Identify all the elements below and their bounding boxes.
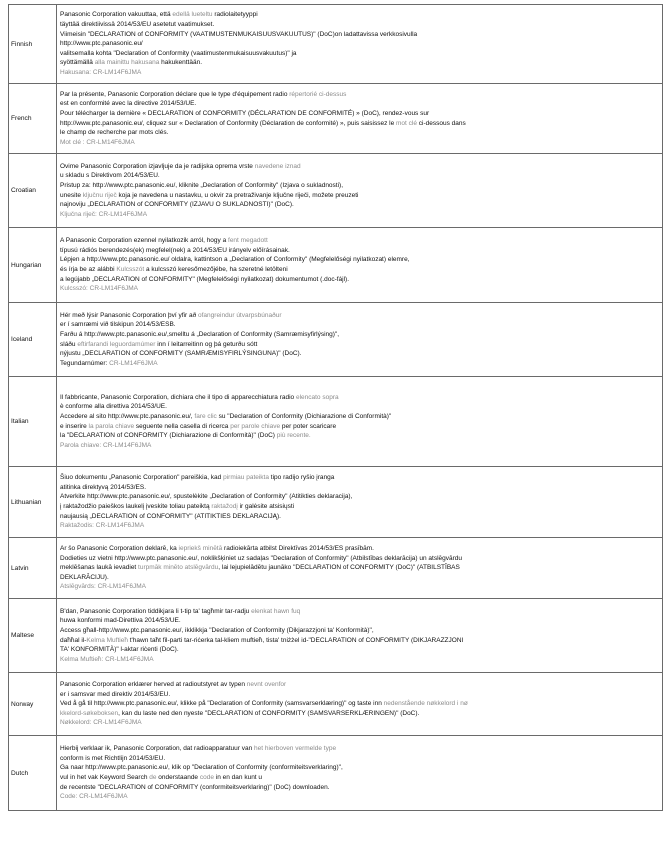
text-segment: inn í leitarreitinn og þá geturðu sótt xyxy=(155,340,258,348)
text-segment: radiolaitetyyppi xyxy=(212,11,258,19)
text-segment: sláðu xyxy=(60,340,78,348)
declaration-line xyxy=(60,210,659,220)
language-label: Maltese xyxy=(9,599,57,673)
highlighted-text: Hakusana: CR-LM14F6JMA xyxy=(60,68,142,76)
highlighted-text: ključnu riječ xyxy=(82,191,117,199)
declaration-line xyxy=(60,744,659,754)
declaration-line xyxy=(60,573,659,583)
text-segment: naujausią „DECLARATION of CONFORMITY" (ATITIKTIES DEKLARACIJĄ). xyxy=(60,512,281,520)
declaration-line xyxy=(60,162,659,172)
text-segment: Viimeisin "DECLARATION of CONFORMITY (VAATIMUSTENMUKAISUUSVAKUUTUS)" (DoC)on ladattavissa verkkosivulla xyxy=(60,30,418,38)
declaration-line xyxy=(60,340,659,350)
text-segment: į raktažodžio paieškos laukelį įveskite toliau pateiktą xyxy=(60,503,212,510)
text-segment: Ga naar http://www.ptc.panasonic.eu/, klik op "Declaration of Conformity (conformiteitsverklaring)", xyxy=(60,764,343,772)
highlighted-text: code xyxy=(199,774,214,781)
highlighted-text: Kulcsszó: CR-LM14F6JMA xyxy=(60,285,139,293)
declaration-line xyxy=(60,607,659,617)
declaration-line xyxy=(60,191,659,201)
text-segment: vul in het vak Keyword Search xyxy=(60,774,150,781)
declaration-text xyxy=(57,467,663,538)
declaration-text xyxy=(57,673,663,736)
text-segment: Access għall-http://www.ptc.panasonic.eu/, ikklikkja "Declaration of Conformity (Dikjarazzjoni ta' Konformità)", xyxy=(60,626,374,634)
declaration-text xyxy=(57,377,663,467)
text-segment: Lépjen a http://www.ptc.panasonic.eu/ oldalra, kattintson a „Declaration of Conformity" (Megfelelőségi nyilatkozat) elemre, xyxy=(60,256,410,264)
declaration-line xyxy=(60,265,659,275)
highlighted-text: nevnt ovenfor xyxy=(246,681,287,689)
declaration-line xyxy=(60,90,659,100)
highlighted-text: ofangreindur útvarpsbúnaður xyxy=(198,311,282,319)
declaration-line xyxy=(60,645,659,655)
declaration-line xyxy=(60,58,659,68)
declaration-line xyxy=(60,284,659,294)
declaration-line xyxy=(60,544,659,554)
highlighted-text: elenkat hawn fuq xyxy=(251,607,301,615)
declaration-line xyxy=(60,563,659,573)
language-row xyxy=(9,599,663,673)
text-segment: Tegundarnúmer: xyxy=(60,359,110,367)
declaration-line xyxy=(60,792,659,802)
highlighted-text: Nøkkelord: CR-LM14F6JMA xyxy=(60,719,142,727)
text-segment: A Panasonic Corporation ezennel nyilatkozik arról, hogy a xyxy=(60,237,229,245)
language-label: Croatian xyxy=(9,154,57,228)
text-segment: TA' KONFORMITÀ)" l-aktar riċenti (DoC). xyxy=(60,646,179,654)
text-segment: er i samsvar med direktiv 2014/53/EU. xyxy=(60,690,171,698)
text-segment: Atverkite http://www.ptc.panasonic.eu/, spustelėkite „Declaration of Conformity" (Atitikties deklaracija), xyxy=(60,493,353,501)
text-segment: Hierbij verklaar ik, Panasonic Corporation, dat radioapparatuur van xyxy=(60,745,255,753)
highlighted-text: fare clic xyxy=(194,412,217,420)
text-segment: B'dan, Panasonic Corporation tiddikjara li t-tip ta' tagħmir tar-radju xyxy=(60,607,252,615)
declaration-line xyxy=(60,349,659,359)
highlighted-text: CR-LM14F6JMA xyxy=(109,359,158,367)
text-segment: t'hawn taħt fil-parti tar-riċerka tal-kliem muftieħ, tista' tniżżel id-"DECLARATION of CONFORMITY (DIKJARAZZJONI xyxy=(127,636,464,644)
text-segment: per poter scaricare xyxy=(280,422,337,430)
text-segment: Panasonic Corporation erklærer herved at radioutstyret av typen xyxy=(60,681,247,689)
text-segment: a kulcsszó keresőmezőjébe, ha szeretné letölteni xyxy=(144,266,288,273)
language-row xyxy=(9,673,663,736)
declaration-line xyxy=(60,521,659,531)
declaration-line xyxy=(60,422,659,432)
highlighted-text: mot clé xyxy=(396,119,417,127)
language-label: Latvin xyxy=(9,538,57,599)
text-segment: Šiuo dokumentu „Panasonic Corporation" pareiškia, kad xyxy=(60,474,224,482)
declaration-line xyxy=(60,275,659,285)
highlighted-text: Kelma Muftieħ xyxy=(86,636,128,644)
declaration-line xyxy=(60,171,659,181)
highlighted-text: de xyxy=(149,774,157,781)
declaration-line xyxy=(60,320,659,330)
declaration-line xyxy=(60,99,659,109)
declaration-line xyxy=(60,512,659,522)
declaration-line xyxy=(60,359,659,369)
declaration-line xyxy=(60,68,659,78)
text-segment: syöttämällä xyxy=(60,59,95,67)
text-segment: è conforme alla direttiva 2014/53/UE. xyxy=(60,403,167,411)
declaration-text xyxy=(57,303,663,377)
text-segment: unesite xyxy=(60,191,83,199)
text-segment: nýjustu „DECLARATION of CONFORMITY (SAMRÆMISYFIRLÝSINGUNA)" (DoC). xyxy=(60,350,302,358)
text-segment: Ved å gå til http://www.ptc.panasonic.eu/, klikke på "Declaration of Conformity (samsvarserklæring)" og taste inn xyxy=(60,700,384,708)
declaration-line xyxy=(60,49,659,59)
declaration-line xyxy=(60,236,659,246)
declaration-table-body xyxy=(9,5,663,811)
highlighted-text: Mot clé : CR-LM14F6JMA xyxy=(60,138,135,146)
language-label: Hungarian xyxy=(9,228,57,303)
text-segment: koja je navedena u nastavku, u okvir za pretraživanje ključne riječi, možete preuzeti xyxy=(116,191,359,199)
highlighted-text: più recente. xyxy=(276,432,311,440)
highlighted-text: eftirfarandi leguordamúmer xyxy=(77,340,156,348)
declaration-line xyxy=(60,441,659,451)
text-segment: täyttää direktiivissä 2014/53/EU asetetut vaatimukset. xyxy=(60,21,215,29)
language-label: French xyxy=(9,84,57,154)
highlighted-text: la parola chiave xyxy=(88,422,135,430)
highlighted-text: turpmāk minēto atslēgvārdu xyxy=(138,564,219,572)
highlighted-text: répertorié ci-dessus xyxy=(289,90,347,98)
text-segment: Hér með lýsir Panasonic Corporation því yfir að xyxy=(60,311,199,319)
declaration-text xyxy=(57,736,663,811)
language-label: Dutch xyxy=(9,736,57,811)
text-segment: http://www.ptc.panasonic.eu/ xyxy=(60,40,143,48)
text-segment: huwa konformi mad-Direttiva 2014/53/UE. xyxy=(60,617,181,625)
text-segment: hakukenttään. xyxy=(159,59,203,67)
text-segment: u skladu s Direktivom 2014/53/EU. xyxy=(60,172,160,180)
highlighted-text: per parole chiave xyxy=(230,422,281,430)
declaration-line xyxy=(60,246,659,256)
text-segment: su "Declaration of Conformity (Dichiarazione di Conformità)" xyxy=(216,412,392,420)
highlighted-text: nedenstående nøkkelord i nø xyxy=(383,700,468,708)
language-row xyxy=(9,736,663,811)
text-segment: est en conformité avec la directive 2014/53/UE. xyxy=(60,100,197,108)
highlighted-text: edellä lueteltu xyxy=(172,11,213,19)
declaration-text xyxy=(57,538,663,599)
declaration-line xyxy=(60,39,659,49)
highlighted-text: Code: CR-LM14F6JMA xyxy=(60,793,128,801)
declaration-line xyxy=(60,554,659,564)
text-segment: meklēšanas laukā ievadiet xyxy=(60,564,139,572)
declaration-line xyxy=(60,763,659,773)
language-row xyxy=(9,154,663,228)
text-segment: Accedere al sito http://www.ptc.panasonic.eu/, xyxy=(60,412,195,420)
text-segment: radioiekārta atbilst Direktīvas 2014/53/ES prasībām. xyxy=(222,545,374,553)
declaration-line xyxy=(60,138,659,148)
text-segment: Panasonic Corporation vakuuttaa, että xyxy=(60,11,173,19)
highlighted-text: Kulcsszót xyxy=(116,266,145,273)
text-segment: Pristup za: http://www.ptc.panasonic.eu/, kliknite „Declaration of Conformity" (Izjava o sukladnosti), xyxy=(60,181,344,189)
text-segment: Ar šo Panasonic Corporation deklarē, ka xyxy=(60,545,179,553)
text-segment: Par la présente, Panasonic Corporation déclare que le type d'équipement radio xyxy=(60,90,290,98)
text-segment: najnoviju „DECLARATION of CONFORMITY (IZJAVU O SUKLADNOSTI)" (DoC). xyxy=(60,201,294,209)
highlighted-text: fent megadott xyxy=(228,237,268,245)
text-segment: valitsemalla kohta "Declaration of Conformity (vaatimustenmukaisuusvakuutus)" ja xyxy=(60,49,297,57)
text-segment: , kan du laste ned den nyeste "DECLARATION of CONFORMITY (SAMSVARSERKLÆRINGEN)" (DoC). xyxy=(118,709,420,717)
text-segment: http://www.ptc.panasonic.eu/, cliquez sur « Declaration of Conformity (Déclaration de conformité) », puis saisissez le xyxy=(60,119,396,127)
declaration-text xyxy=(57,84,663,154)
declaration-line xyxy=(60,109,659,119)
declaration-line xyxy=(60,473,659,483)
highlighted-text: Atslēgvārds: CR-LM14F6JMA xyxy=(60,583,146,591)
text-segment: tipo radijo ryšio įranga xyxy=(268,474,335,482)
declaration-line xyxy=(60,783,659,793)
declaration-line xyxy=(60,330,659,340)
declaration-line xyxy=(60,680,659,690)
declaration-line xyxy=(60,655,659,665)
text-segment: atitinka direktyvą 2014/53/ES. xyxy=(60,483,146,491)
declaration-line xyxy=(60,128,659,138)
text-segment: le champ de recherche par mots clés. xyxy=(60,129,169,137)
declaration-line xyxy=(60,626,659,636)
declaration-line xyxy=(60,402,659,412)
declaration-line xyxy=(60,30,659,40)
highlighted-text: Ključna riječ: CR-LM14F6JMA xyxy=(60,210,148,218)
declaration-line xyxy=(60,502,659,512)
declaration-line xyxy=(60,718,659,728)
declaration-line xyxy=(60,10,659,20)
highlighted-text: alla mainittu hakusana xyxy=(94,59,160,67)
language-label: Iceland xyxy=(9,303,57,377)
text-segment: ir galėsite atsisiųsti xyxy=(237,503,295,510)
text-segment: Il fabbricante, Panasonic Corporation, dichiara che il tipo di apparecchiatura radio xyxy=(60,393,296,401)
declaration-line xyxy=(60,773,659,783)
language-row xyxy=(9,377,663,467)
declaration-line xyxy=(60,181,659,191)
declaration-line xyxy=(60,636,659,646)
declaration-line xyxy=(60,393,659,403)
text-segment: seguente nella casella di ricerca xyxy=(134,422,231,430)
declaration-line xyxy=(60,431,659,441)
highlighted-text: raktažodį xyxy=(211,503,238,510)
language-label: Norway xyxy=(9,673,57,736)
declaration-line xyxy=(60,483,659,493)
highlighted-text: pirmiau pateikta xyxy=(223,474,269,482)
declaration-table xyxy=(8,4,663,811)
text-segment: Dodieties uz vietni http://www.ptc.panasonic.eu/, noklikšķiniet uz sadaļas "Declaration of Conformity" (Atbilstības deklarācija) un atslēgvārdu xyxy=(60,554,463,562)
language-label: Italian xyxy=(9,377,57,467)
declaration-text xyxy=(57,228,663,303)
language-label: Lithuanian xyxy=(9,467,57,538)
text-segment: de recentste "DECLARATION of CONFORMITY (conformiteitsverklaring)" (DoC) downloaden. xyxy=(60,783,330,791)
text-segment: típusú rádiós berendezés(ek) megfelel(nek) a 2014/53/EU irányelv előírásainak. xyxy=(60,246,290,254)
text-segment: daħħal il- xyxy=(60,636,87,644)
declaration-line xyxy=(60,492,659,502)
text-segment: Ovime Panasonic Corporation izjavljuje da je radijska oprema vrste xyxy=(60,162,255,170)
text-segment: onderstaande xyxy=(156,774,200,781)
declaration-line xyxy=(60,616,659,626)
highlighted-text: kkelord-søkeboksen xyxy=(60,709,119,717)
language-row xyxy=(9,5,663,84)
declaration-line xyxy=(60,20,659,30)
language-row xyxy=(9,303,663,377)
text-segment: Farðu á http://www.ptc.panasonic.eu/,smelltu á „Declaration of Conformity (Samræmisyfirlýsing)", xyxy=(60,330,340,338)
declaration-line xyxy=(60,690,659,700)
text-segment: DEKLARĀCIJU). xyxy=(60,573,109,581)
declaration-line xyxy=(60,200,659,210)
declaration-text xyxy=(57,599,663,673)
declaration-line xyxy=(60,699,659,709)
declaration-line xyxy=(60,412,659,422)
declaration-text xyxy=(57,5,663,84)
highlighted-text: elencato sopra xyxy=(295,393,339,401)
language-label: Finnish xyxy=(9,5,57,84)
language-row xyxy=(9,467,663,538)
language-row xyxy=(9,84,663,154)
text-segment: in en dan kunt u xyxy=(213,774,263,781)
text-segment: conform is met Richtlijn 2014/53/EU. xyxy=(60,754,166,762)
declaration-line xyxy=(60,255,659,265)
declaration-line xyxy=(60,709,659,719)
highlighted-text: Raktažodis: CR-LM14F6JMA xyxy=(60,522,145,530)
text-segment: , lai lejupielādētu jaunāko "DECLARATION of CONFORMITY (DoC)" (ATBILSTĪBAS xyxy=(218,564,460,572)
highlighted-text: Kelma Muftieħ: CR-LM14F6JMA xyxy=(60,655,154,663)
declaration-line xyxy=(60,311,659,321)
highlighted-text: Parola chiave: CR-LM14F6JMA xyxy=(60,441,152,449)
declaration-line xyxy=(60,754,659,764)
declaration-text xyxy=(57,154,663,228)
text-segment: és írja be az alábbi xyxy=(60,266,117,273)
declaration-line xyxy=(60,582,659,592)
language-row xyxy=(9,228,663,303)
declaration-line xyxy=(60,119,659,129)
text-segment: Pour télécharger la dernière « DECLARATION of CONFORMITY (DÉCLARATION DE CONFORMITÉ) » (DoC), rendez-vous sur xyxy=(60,109,430,117)
text-segment: e inserire xyxy=(60,422,89,430)
highlighted-text: het hierboven vermelde type xyxy=(254,745,337,753)
text-segment: a legújabb „DECLARATION of CONFORMITY" (Megfelelőségi nyilatkozat) dokumentumot (.doc-fájl). xyxy=(60,275,350,283)
language-row xyxy=(9,538,663,599)
highlighted-text: navedene iznad xyxy=(254,162,301,170)
text-segment: ci-dessous dans xyxy=(416,119,466,127)
highlighted-text: iepriekš minētā xyxy=(178,545,223,553)
text-segment: er í samræmi við tilskipun 2014/53/ESB. xyxy=(60,321,176,329)
text-segment: la "DECLARATION of CONFORMITY (Dichiarazione di Conformità)" (DoC) xyxy=(60,432,277,440)
